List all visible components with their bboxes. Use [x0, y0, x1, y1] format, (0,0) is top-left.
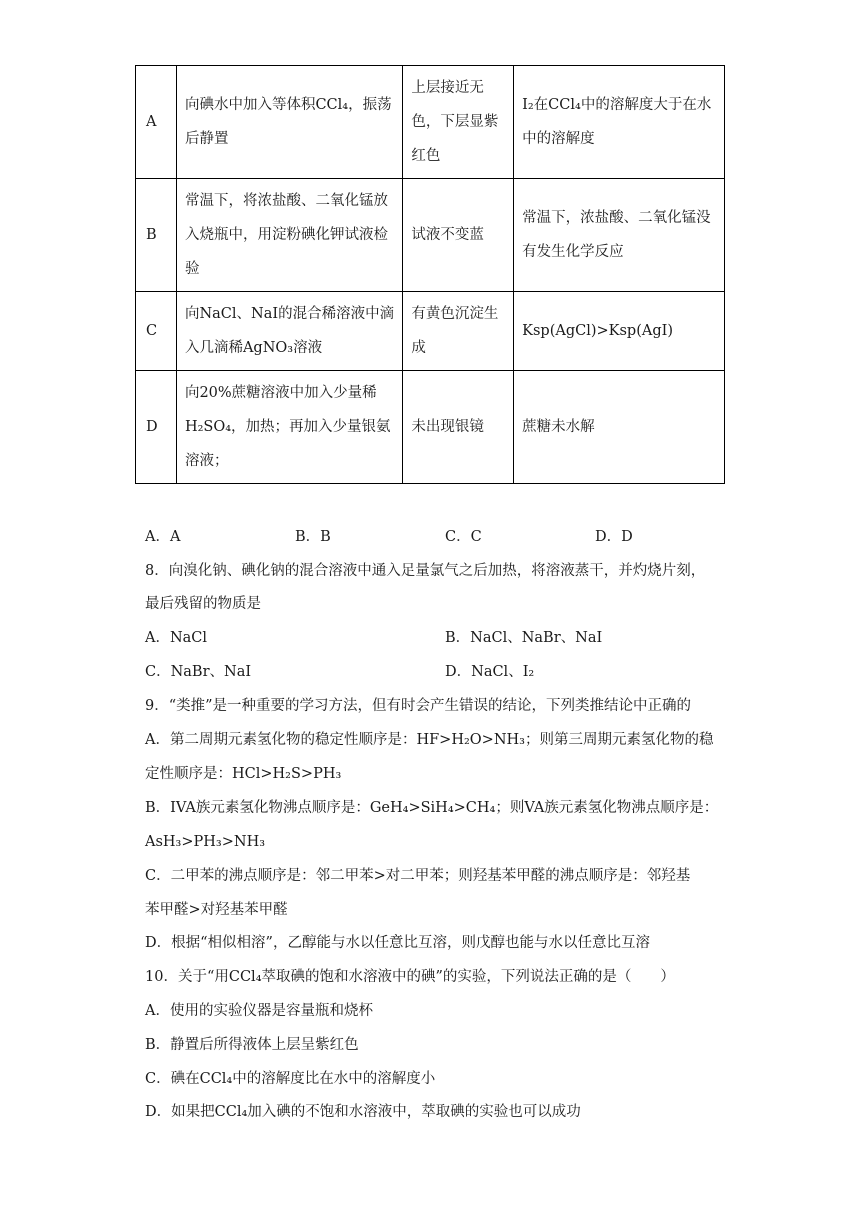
q10-option-b: B．静置后所得液体上层呈紫红色	[145, 1037, 359, 1053]
q9-option-a-line1: A．第二周期元素氢化物的稳定性顺序是：HF>H₂O>NH₃；则第三周期元素氢化物的稳	[145, 732, 714, 748]
q10-option-c: C．碘在CCl₄中的溶解度比在水中的溶解度小	[145, 1071, 436, 1087]
q9-option-d: D．根据“相似相溶”，乙醇能与水以任意比互溶，则戊醇也能与水以任意比互溶	[145, 935, 650, 951]
q7-option-d: D．D	[595, 529, 633, 545]
q7-option-c: C．C	[445, 529, 482, 545]
table-row	[136, 371, 725, 484]
q8-option-a: A．NaCl	[145, 630, 208, 646]
q8-option-b: B．NaCl、NaBr、NaI	[445, 630, 603, 646]
q8-option-d: D．NaCl、I₂	[445, 664, 535, 680]
q9-option-c-line2: 苯甲醛>对羟基苯甲醛	[145, 902, 288, 918]
q9-option-b-line1: B．IVA族元素氢化物沸点顺序是：GeH₄>SiH₄>CH₄；则VA族元素氢化物沸点顺序是：	[145, 800, 719, 816]
q9-option-b-line2: AsH₃>PH₃>NH₃	[145, 834, 266, 850]
operation-cell: 向NaCl、NaI的混合稀溶液中滴入几滴稀AgNO₃溶液	[176, 292, 402, 371]
q9-option-c-line1: C．二甲苯的沸点顺序是：邻二甲苯>对二甲苯；则羟基苯甲醛的沸点顺序是：邻羟基	[145, 868, 691, 884]
table-row	[136, 66, 725, 179]
phenomenon-cell: 上层接近无色，下层显紫红色	[403, 66, 514, 179]
q9-stem: 9．“类推”是一种重要的学习方法，但有时会产生错误的结论，下列类推结论中正确的	[145, 698, 692, 714]
conclusion-cell: Ksp(AgCl)>Ksp(AgI)	[514, 292, 725, 371]
table-row	[136, 292, 725, 371]
conclusion-cell: I₂在CCl₄中的溶解度大于在水中的溶解度	[514, 66, 725, 179]
experiment-table	[135, 65, 725, 484]
phenomenon-cell: 试液不变蓝	[403, 179, 514, 292]
row-label: D	[136, 371, 177, 484]
conclusion-cell: 常温下，浓盐酸、二氧化锰没有发生化学反应	[514, 179, 725, 292]
q10-option-a: A．使用的实验仪器是容量瓶和烧杯	[145, 1003, 373, 1019]
phenomenon-cell: 有黄色沉淀生成	[403, 292, 514, 371]
conclusion-cell: 蔗糖未水解	[514, 371, 725, 484]
q8-stem-line2: 最后残留的物质是	[145, 596, 261, 612]
row-label: B	[136, 179, 177, 292]
operation-cell: 向20%蔗糖溶液中加入少量稀H₂SO₄，加热；再加入少量银氨溶液；	[176, 371, 402, 484]
table-row	[136, 179, 725, 292]
q7-option-b: B．B	[295, 529, 331, 545]
q8-option-c: C．NaBr、NaI	[145, 664, 252, 680]
q10-option-d: D．如果把CCl₄加入碘的不饱和水溶液中，萃取碘的实验也可以成功	[145, 1104, 581, 1120]
row-label: A	[136, 66, 177, 179]
row-label: C	[136, 292, 177, 371]
phenomenon-cell: 未出现银镜	[403, 371, 514, 484]
q10-stem: 10．关于“用CCl₄萃取碘的饱和水溶液中的碘”的实验，下列说法正确的是（ ）	[145, 969, 675, 985]
operation-cell: 向碘水中加入等体积CCl₄，振荡后静置	[176, 66, 402, 179]
q9-option-a-line2: 定性顺序是：HCl>H₂S>PH₃	[145, 766, 342, 782]
q8-stem-line1: 8．向溴化钠、碘化钠的混合溶液中通入足量氯气之后加热，将溶液蒸干，并灼烧片刻，	[145, 563, 706, 579]
q7-option-a: A．A	[145, 529, 181, 545]
operation-cell: 常温下，将浓盐酸、二氧化锰放入烧瓶中，用淀粉碘化钾试液检验	[176, 179, 402, 292]
